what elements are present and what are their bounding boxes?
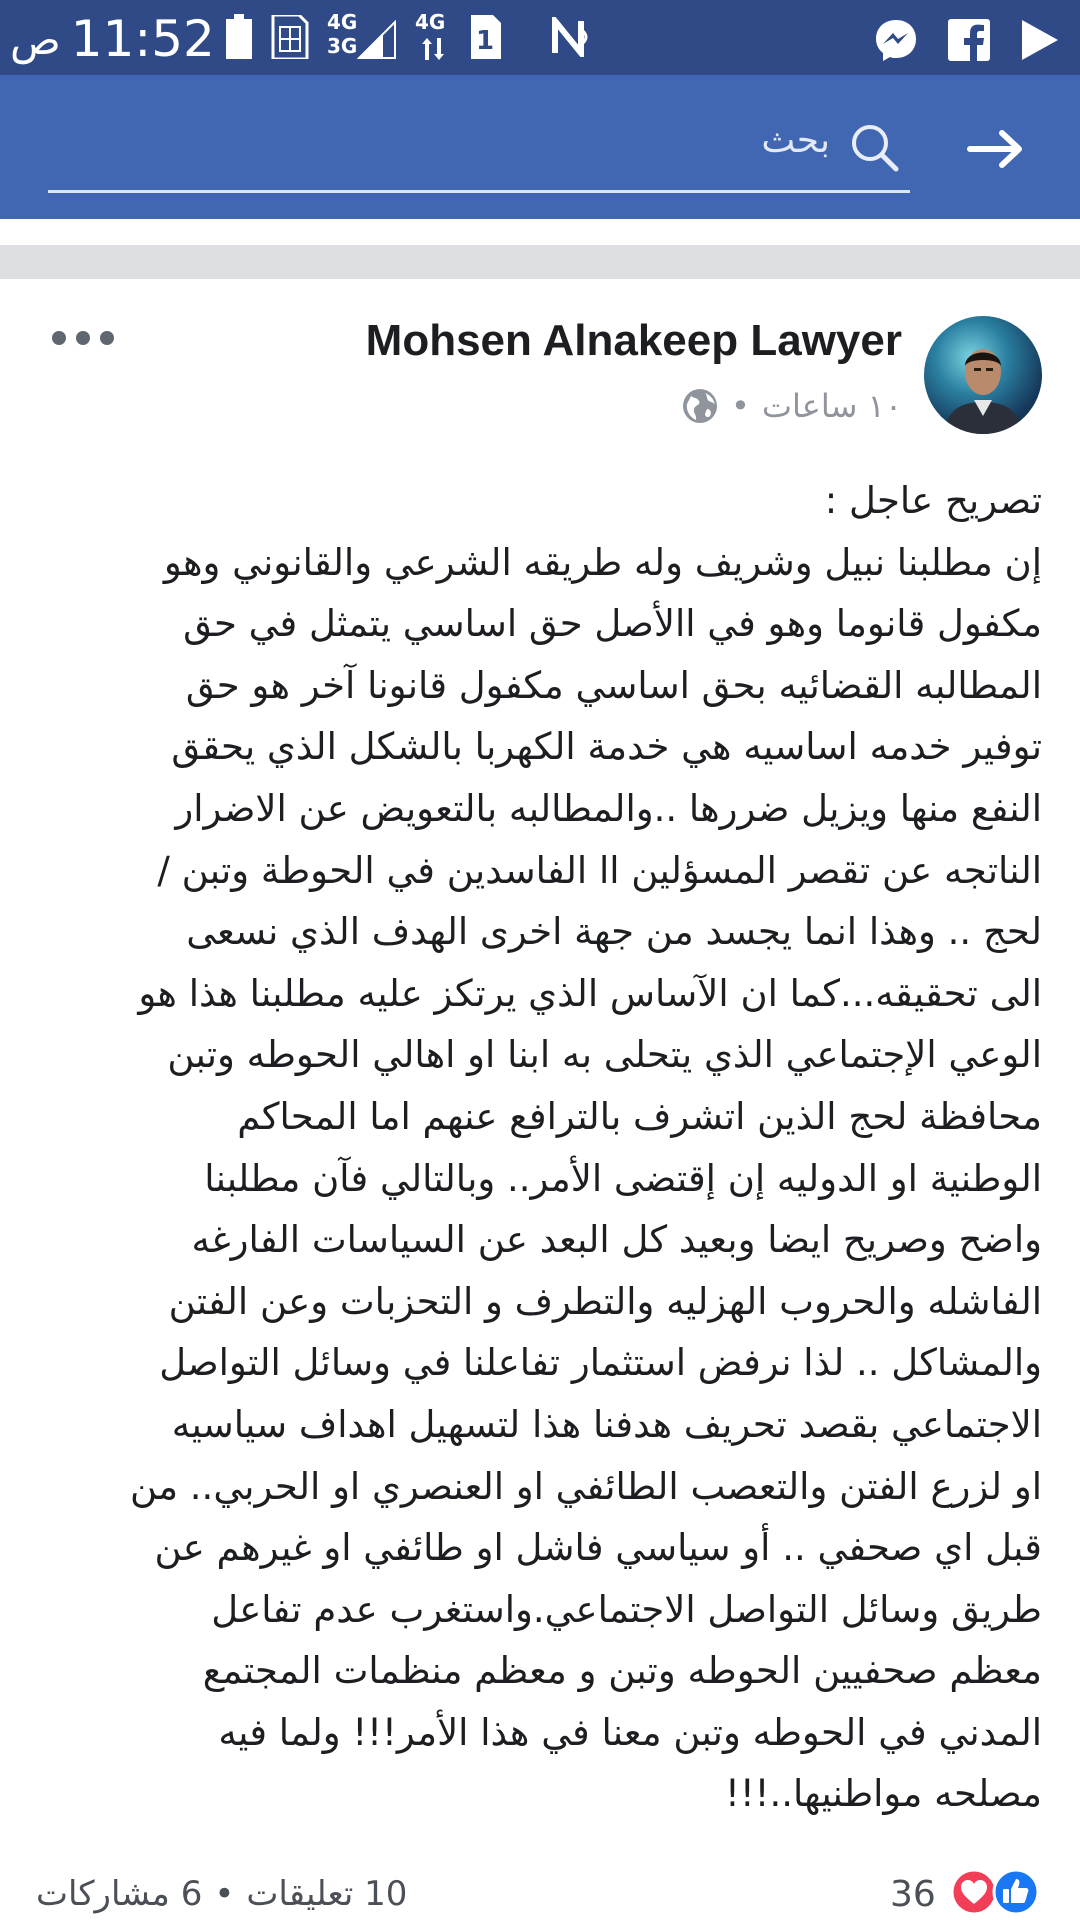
sim-slot-icon [469, 15, 503, 59]
data-arrows-icon: 4G [415, 12, 451, 62]
post-line: إن مطلبنا نبيل وشريف وله طريقه الشرعي والقانوني وهو [163, 540, 1042, 584]
post-line: توفير خدمه اساسيه هي خدمة الكهربا بالشكل الذي يحقق [171, 725, 1042, 769]
more-icon[interactable] [52, 323, 114, 353]
comments-count[interactable]: 10 تعليقات [246, 1874, 408, 1914]
post-footer [0, 1868, 1080, 1920]
like-icon [992, 1868, 1040, 1920]
status-bar [0, 0, 1080, 75]
post-line: طريق وسائل التواصل الاجتماعي.واستغرب عدم تفاعل [211, 1587, 1042, 1631]
post-line: الفاشله والحروب الهزليه والتطرف و التحزبات وعن الفتن [168, 1279, 1042, 1323]
play-store-icon [1020, 18, 1060, 62]
post-line: قبل اي صحفي .. أو سياسي فاشل او طائفي او غيرهم عن [154, 1526, 1042, 1570]
post-line: او لزرع الفتن والتعصب الطائفي او العنصري او الحربي.. من [130, 1464, 1042, 1508]
post-line: الناتجه عن تقصر المسؤلين اا الفاسدين في الحوطة وتبن / [157, 848, 1042, 892]
notification-icons [874, 12, 1060, 67]
post-line: تصريح عاجل : [824, 479, 1042, 522]
post-line: المدني في الحوطه وتبن معنا في هذا الأمر!!! ولما فيه [218, 1710, 1042, 1754]
post-line: الوعي الإجتماعي الذي يتحلى به ابنا او اهالي الحوطه وتبن [167, 1033, 1042, 1077]
love-icon [950, 1868, 998, 1920]
search-underline [48, 190, 910, 193]
post-line: الاجتماعي بقصد تحريف هدفنا هذا لتسهيل اهداف سياسيه [171, 1402, 1042, 1446]
post-line: والمشاكل .. لذا نرفض استثمار تفاعلنا في وسائل التواصل [159, 1341, 1042, 1385]
post-line: المطالبه القضائيه بحق اساسي مكفول قانونا آخر هو حق [185, 663, 1042, 707]
post-meta [600, 382, 902, 430]
post-line: النفع منها ويزيل ضررها ..والمطالبه بالتعويض عن الاضرار [175, 786, 1042, 830]
status-clock [10, 4, 215, 74]
engagement-summary [36, 1868, 407, 1920]
search-input[interactable]: بحث [761, 120, 830, 161]
shares-count[interactable]: 6 مشاركات [36, 1874, 203, 1914]
post-line: الوطنية او الدوليه إن إقتضى الأمر.. وبالتالي فآن مطلبنا [204, 1156, 1042, 1200]
post-line: لحج .. وهذا انما يجسد من جهة اخرى الهدف الذي نسعى [186, 910, 1042, 954]
reactions-summary[interactable] [890, 1870, 1040, 1918]
svg-text:1: 1 [475, 26, 495, 56]
back-arrow-icon[interactable] [966, 129, 1026, 169]
post-line: مصلحه مواطنيها..!!! [725, 1772, 1042, 1816]
signal-icon: 4G 3G [327, 12, 397, 62]
reaction-count[interactable]: 36 [890, 1873, 936, 1915]
globe-icon [681, 387, 719, 425]
status-ampm: ص [10, 14, 61, 64]
post-time[interactable]: ١٠ ساعات [761, 387, 902, 425]
sim-icon [271, 15, 309, 59]
facebook-icon [948, 19, 990, 61]
post-line: الى تحقيقه...كما ان الآساس الذي يرتكز عليه مطلبنا هذا هو [138, 971, 1042, 1015]
post-line: معظم صحفيين الحوطه وتبن و معظم منظمات المجتمع [202, 1649, 1042, 1693]
section-divider [0, 245, 1080, 279]
status-icons [225, 12, 591, 62]
post-body [40, 470, 1042, 1830]
post-line: واضح وصريح ايضا وبعيد كل البعد عن السياسات الفارغه [191, 1218, 1042, 1262]
search-header [0, 75, 1080, 219]
avatar[interactable] [924, 316, 1042, 434]
search-icon[interactable] [848, 121, 900, 173]
post-line: مكفول قانوما وهو في االأصل حق اساسي يتمثل في حق [183, 602, 1042, 646]
post-line: محافظة لحج الذين اتشرف بالترافع عنهم اما المحاكم [237, 1094, 1042, 1138]
engagement-separator: • [214, 1874, 235, 1914]
nfc-icon [551, 17, 591, 57]
battery-icon [225, 14, 253, 60]
author-name[interactable]: Mohsen Alnakeep Lawyer [365, 316, 902, 365]
messenger-icon [874, 18, 918, 62]
meta-separator: • [731, 387, 750, 425]
status-time: 11:52 [70, 10, 215, 68]
